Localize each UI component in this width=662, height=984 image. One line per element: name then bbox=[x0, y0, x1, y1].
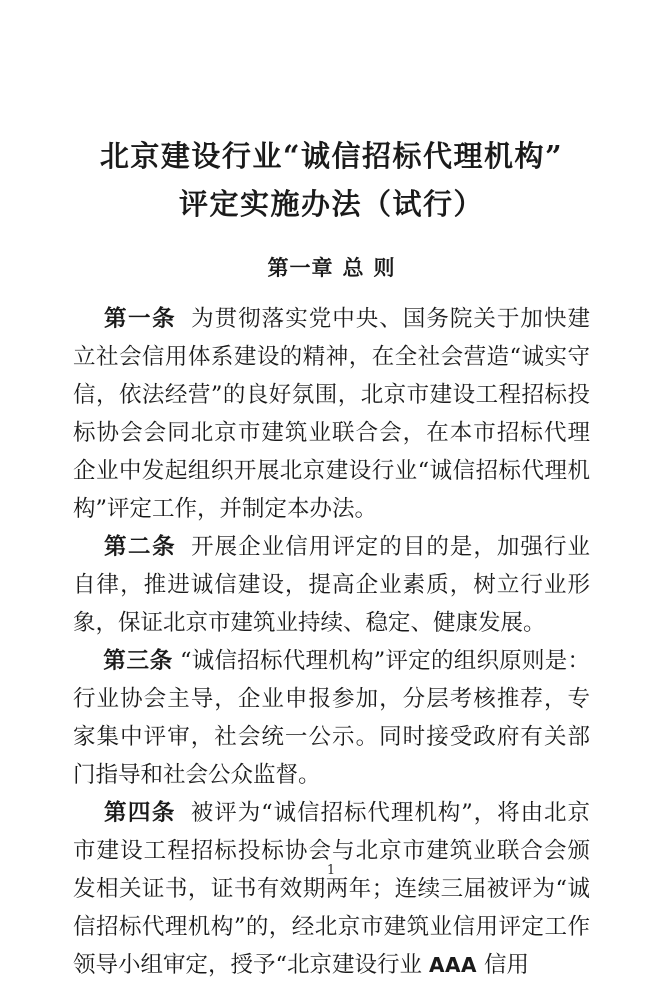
chapter-heading-word-b: 则 bbox=[373, 255, 396, 280]
rating-label-aaa: AAA bbox=[429, 953, 477, 977]
paragraph-article-3 bbox=[73, 642, 590, 794]
article-marker-2: 第二条 bbox=[103, 534, 177, 560]
title-line-2: 评定实施办法（试行） bbox=[178, 187, 484, 221]
chapter-heading-word-a: 总 bbox=[342, 255, 365, 280]
page-title bbox=[73, 132, 590, 228]
paragraph-text-3: “诚信招标代理机构”评定的组织原则是：行业协会主导，企业申报参加，分层考核推荐，专家集中评审，社会统一公示。同时接受政府有关部门指导和社会公众监督。 bbox=[73, 648, 590, 788]
article-marker-4: 第四条 bbox=[103, 800, 176, 826]
chapter-heading bbox=[73, 252, 590, 284]
page-number: 1 bbox=[326, 863, 336, 878]
paragraph-article-1 bbox=[73, 300, 590, 528]
paragraph-article-2 bbox=[73, 528, 590, 642]
paragraph-text-4b: 信用 bbox=[483, 952, 529, 978]
title-line-1: 北京建设行业“诚信招标代理机构” bbox=[99, 139, 564, 173]
paragraph-text-2: 开展企业信用评定的目的是，加强行业自律，推进诚信建设，提高企业素质，树立行业形象，保证北京市建筑业持续、稳定、健康发展。 bbox=[73, 534, 590, 636]
paragraph-text-4a: 被评为“诚信招标代理机构”，将由北京市建设工程招标投标协会与北京市建筑业联合会颁发相关证书，证书有效期两年；连续三届被评为“诚信招标代理机构”的，经北京市建筑业信用评定工作领导小组审定，授予“北京建设行业 bbox=[73, 800, 590, 978]
paragraph-text-1: 为贯彻落实党中央、国务院关于加快建立社会信用体系建设的精神，在全社会营造“诚实守信，依法经营”的良好氛围，北京市建设工程招标投标协会会同北京市建筑业联合会，在本市招标代理企业中发起组织开展北京建设行业“诚信招标代理机构”评定工作，并制定本办法。 bbox=[73, 306, 590, 522]
chapter-heading-number: 第一章 bbox=[267, 255, 334, 280]
article-marker-1: 第一条 bbox=[103, 306, 177, 332]
article-marker-3: 第三条 bbox=[103, 648, 173, 674]
paragraph-article-4 bbox=[73, 794, 590, 984]
body-text bbox=[73, 300, 590, 984]
